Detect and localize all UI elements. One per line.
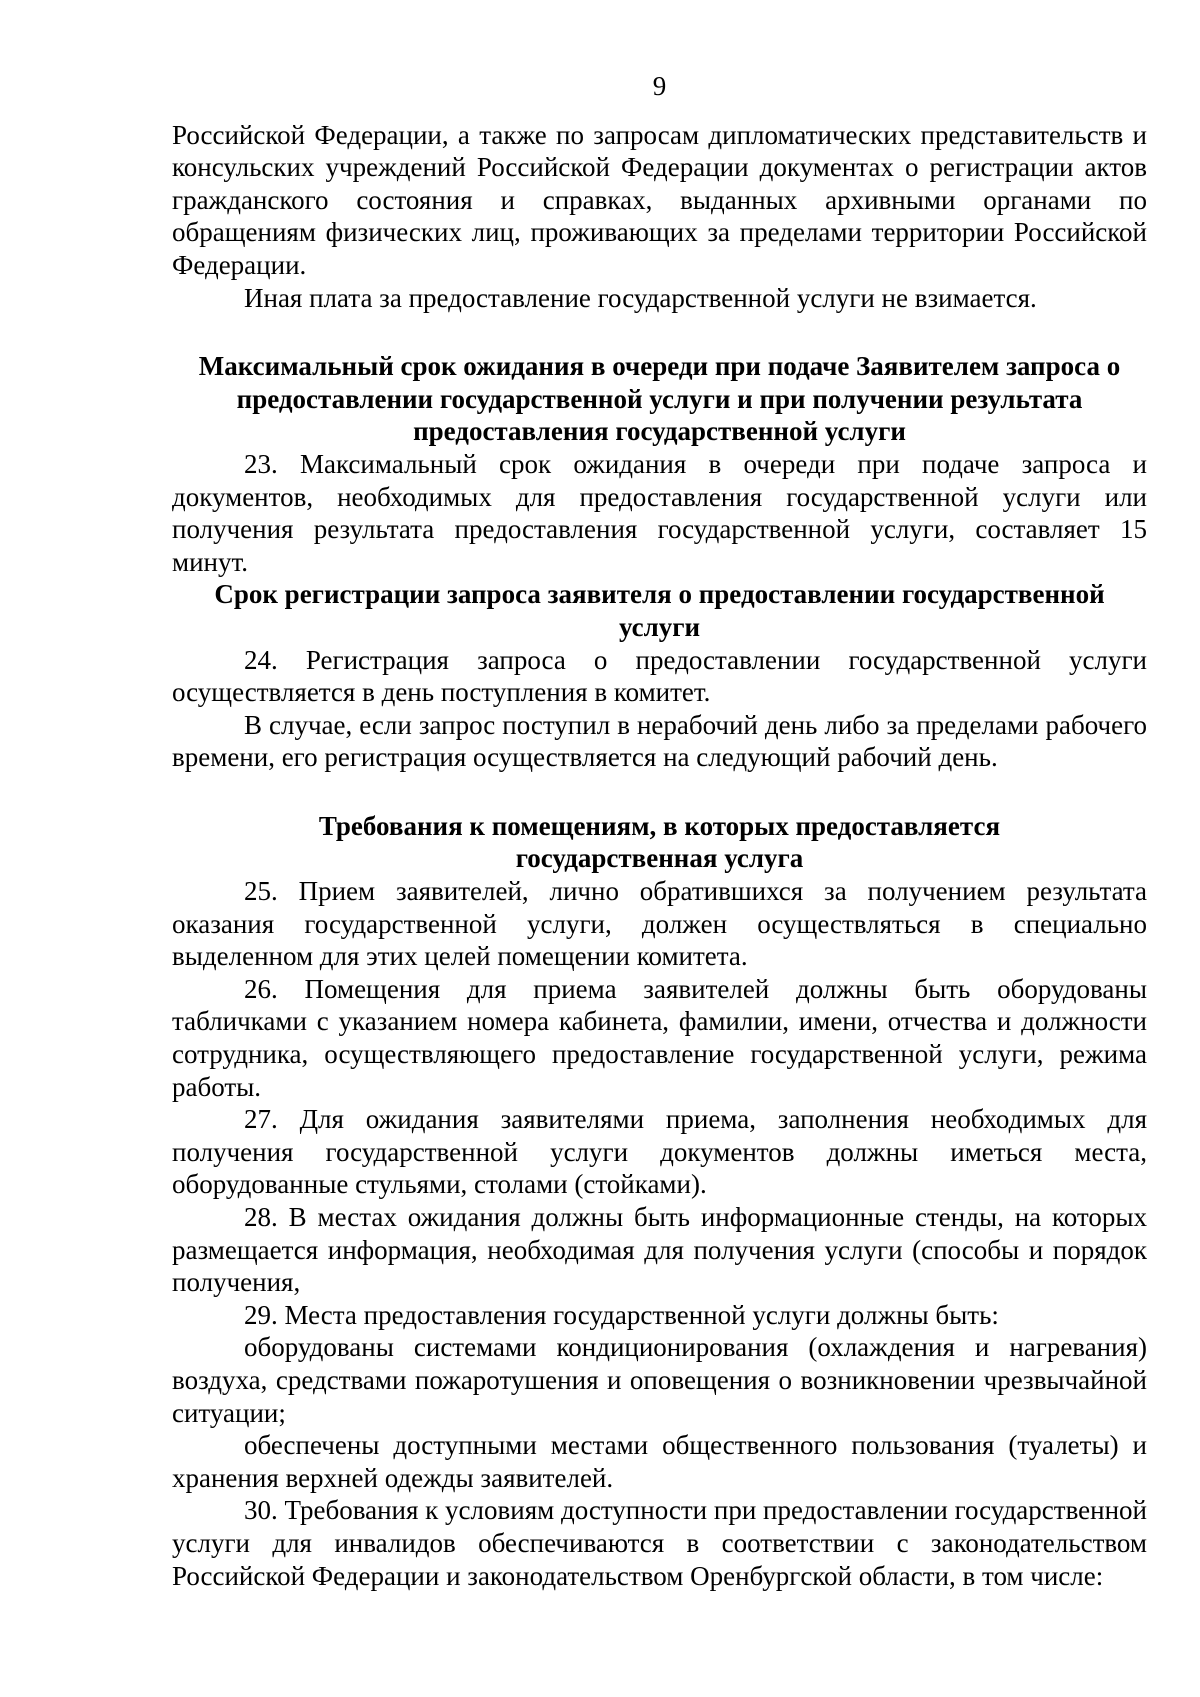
heading-wait-time-line-1: Максимальный срок ожидания в очереди при подаче Заявителем запроса о	[198, 351, 1121, 382]
heading-wait-time	[172, 350, 1147, 448]
heading-registration-line-1: Срок регистрации запроса заявителя о предоставлении государственной	[214, 579, 1105, 610]
document-page	[172, 70, 1147, 1592]
paragraph-29-item-b: обеспечены доступными местами общественного пользования (туалеты) и хранения верхней одежды заявителей.	[172, 1430, 1147, 1493]
spacer	[172, 314, 1147, 350]
paragraph-26: 26. Помещения для приема заявителей должны быть оборудованы табличками с указанием номера кабинета, фамилии, имени, отчества и должности сотрудника, осуществляющего предоставление государственной услуги, режима работы.	[172, 973, 1147, 1102]
paragraph-24-continued: В случае, если запрос поступил в нерабочий день либо за пределами рабочего времени, его регистрация осуществляется на следующий рабочий день.	[172, 709, 1147, 773]
heading-wait-time-line-2: предоставлении государственной услуги и при получении результата	[236, 383, 1083, 414]
paragraph-24: 24. Регистрация запроса о предоставлении государственной услуги осуществляется в день поступления в комитет.	[172, 644, 1147, 708]
paragraph-fee: Иная плата за предоставление государственной услуги не взимается.	[244, 282, 1037, 313]
heading-premises-line-2: государственная услуга	[515, 843, 804, 874]
paragraph-intro: Российской Федерации, а также по запросам дипломатических представительств и консульских учреждений Российской Федерации документах о регистрации актов гражданского состояния и справках, выданных архивными органами по обращениям физических лиц, проживающих за пределами территории Российской Федерации.	[172, 119, 1147, 280]
paragraph-29: 29. Места предоставления государственной услуги должны быть:	[244, 1299, 999, 1330]
paragraph-29-item-a: оборудованы системами кондиционирования (охлаждения и нагревания) воздуха, средствами пожаротушения и оповещения о возникновении чрезвычайной ситуации;	[172, 1332, 1147, 1428]
heading-wait-time-line-3: предоставления государственной услуги	[413, 416, 906, 447]
heading-registration	[172, 578, 1147, 643]
paragraph-23: 23. Максимальный срок ожидания в очереди при подаче запроса и документов, необходимых для предоставления государственной услуги или получения результата предоставления государственной услуги, составляет 15 минут.	[172, 448, 1147, 577]
heading-premises-line-1: Требования к помещениям, в которых предоставляется	[318, 810, 1001, 841]
paragraph-27: 27. Для ожидания заявителями приема, заполнения необходимых для получения государственной услуги документов должны иметься места, оборудованные стульями, столами (стойками).	[172, 1104, 1147, 1200]
paragraph-28: 28. В местах ожидания должны быть информационные стенды, на которых размещается информация, необходимая для получения услуги (способы и порядок получения,	[172, 1202, 1147, 1298]
heading-premises	[172, 810, 1147, 875]
spacer	[172, 774, 1147, 810]
page-number: 9	[652, 71, 667, 101]
paragraph-30: 30. Требования к условиям доступности при предоставлении государственной услуги для инвалидов обеспечиваются в соответствии с законодательством Российской Федерации и законодательством Оренбургской области, в том числе:	[172, 1495, 1147, 1591]
heading-registration-line-2: услуги	[618, 611, 701, 642]
paragraph-25: 25. Прием заявителей, лично обратившихся за получением результата оказания государственной услуги, должен осуществляться в специально выделенном для этих целей помещении комитета.	[172, 876, 1147, 972]
